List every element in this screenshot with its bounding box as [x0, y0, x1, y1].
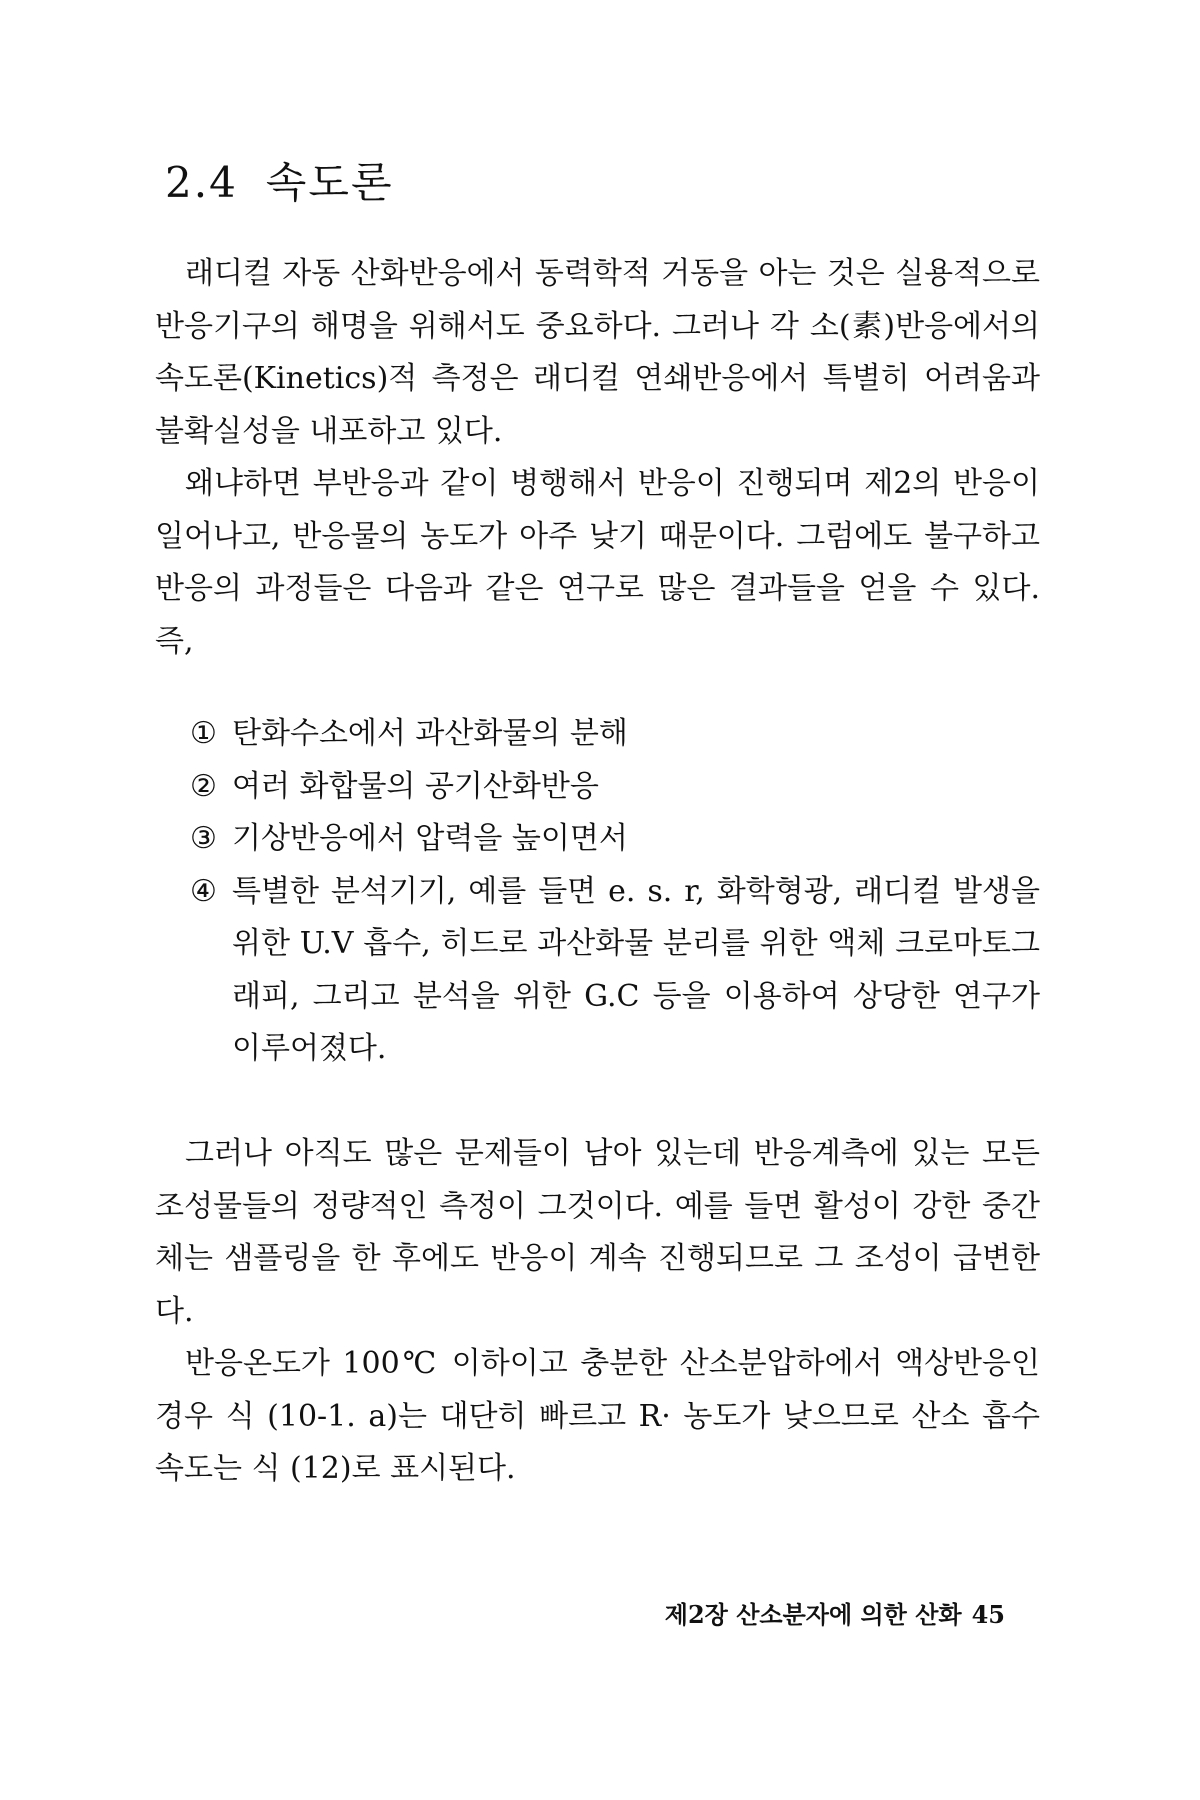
list-item	[190, 866, 1040, 1076]
list-item-text: 탄화수소에서 과산화물의 분해	[232, 716, 628, 751]
section-title: 속도론	[265, 158, 394, 207]
section-heading	[165, 150, 394, 210]
list-marker: ①	[190, 716, 217, 751]
list-item	[190, 761, 1040, 814]
numbered-list	[190, 708, 1040, 1076]
paragraph: 반응온도가 100℃ 이하이고 충분한 산소분압하에서 액상반응인 경우 식 (10-1. a)는 대단히 빠르고 R· 농도가 낮으므로 산소 흡수 속도는 식 (12)로 표시된다.	[155, 1346, 1040, 1486]
list-item	[190, 708, 1040, 761]
paragraph: 그러나 아직도 많은 문제들이 남아 있는데 반응계측에 있는 모든 조성물들의 정량적인 측정이 그것이다. 예를 들면 활성이 강한 중간체는 샘플링을 한 후에도 반응이 계속 진행되므로 그 조성이 급변한다.	[155, 1136, 1040, 1329]
list-item-text: 특별한 분석기기, 예를 들면 e. s. r, 화학형광, 래디컬 발생을 위한 U.V 흡수, 히드로 과산화물 분리를 위한 액체 크로마토그래피, 그리고 분석을 위한 G.C 등을 이용하여 상당한 연구가 이루어졌다.	[232, 873, 1040, 1066]
list-item	[190, 813, 1040, 866]
section-number: 2.4	[165, 158, 238, 207]
list-item-text: 여러 화합물의 공기산화반응	[232, 768, 599, 804]
list-item-text: 기상반응에서 압력을 높이면서	[232, 821, 628, 856]
page-number: 45	[971, 1600, 1005, 1629]
list-marker: ④	[190, 873, 217, 909]
list-marker: ②	[190, 768, 217, 804]
page-footer	[665, 1595, 1005, 1630]
paragraph: 래디컬 자동 산화반응에서 동력학적 거동을 아는 것은 실용적으로 반응기구의 해명을 위해서도 중요하다. 그러나 각 소(素)반응에서의 속도론(Kinetics)적 측정은 래디컬 연쇄반응에서 특별히 어려움과 불확실성을 내포하고 있다.	[155, 256, 1040, 449]
chapter-title: 제2장 산소분자에 의한 산화	[664, 1600, 962, 1629]
list-marker: ③	[190, 821, 217, 856]
paragraph: 왜냐하면 부반응과 같이 병행해서 반응이 진행되며 제2의 반응이 일어나고, 반응물의 농도가 아주 낮기 때문이다. 그럼에도 불구하고 반응의 과정들은 다음과 같은 연구로 많은 결과들을 얻을 수 있다. 즉,	[155, 466, 1040, 659]
